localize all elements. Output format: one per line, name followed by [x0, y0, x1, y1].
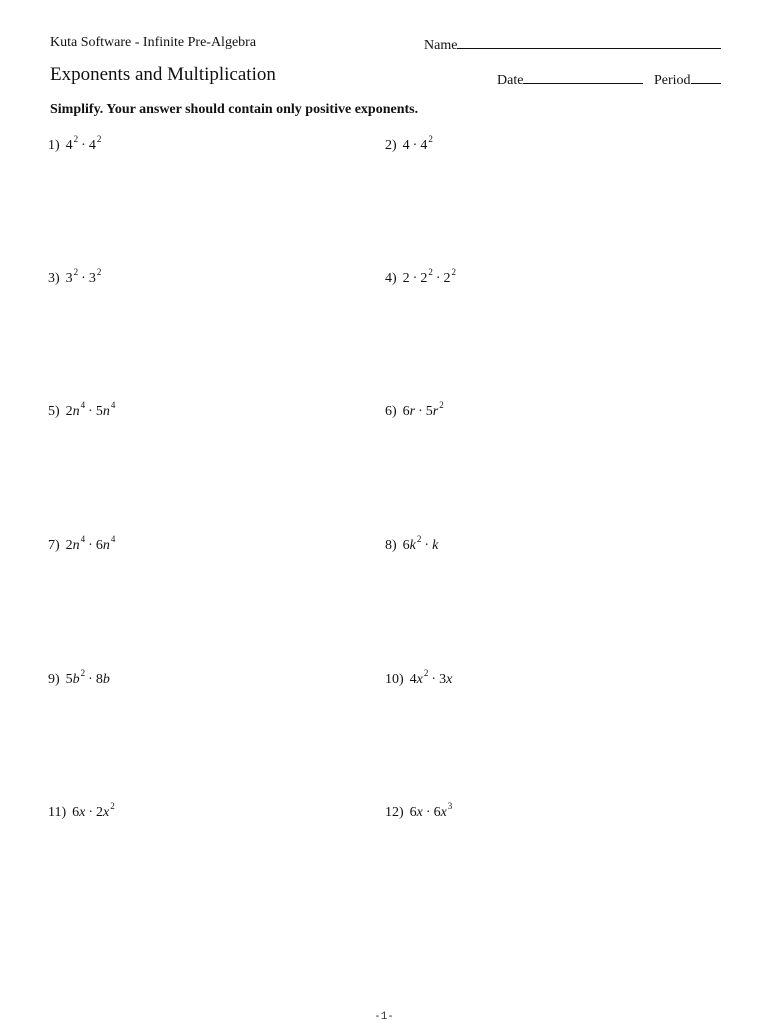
exponent: 4	[110, 400, 116, 410]
worksheet-title: Exponents and Multiplication	[50, 64, 276, 85]
variable: n	[72, 538, 80, 553]
exponent: 2	[96, 134, 102, 144]
variable: b	[102, 672, 110, 687]
problem-10	[385, 668, 453, 688]
coefficient: 2	[402, 271, 410, 286]
problem-1	[48, 134, 102, 154]
problem-expression	[409, 801, 453, 820]
exponent: 2	[73, 267, 79, 277]
coefficient: 5	[95, 404, 103, 419]
coefficient: 4	[402, 138, 410, 153]
coefficient: 6	[95, 538, 103, 553]
software-title: Kuta Software - Infinite Pre-Algebra	[50, 35, 257, 50]
name-blank-line[interactable]	[457, 35, 721, 49]
exponent: 2	[439, 400, 444, 410]
multiply-dot: ·	[412, 138, 418, 153]
date-blank-line[interactable]	[523, 70, 643, 84]
coefficient: 4	[88, 138, 96, 153]
exponent: 2	[96, 267, 102, 277]
problem-3	[48, 267, 102, 287]
coefficient: 6	[409, 805, 417, 820]
problem-5	[48, 400, 116, 420]
problem-number: 1)	[48, 138, 60, 153]
coefficient: 2	[65, 538, 73, 553]
variable: x	[103, 805, 110, 820]
multiply-dot: ·	[435, 271, 441, 286]
exponent: 4	[80, 400, 86, 410]
variable: n	[102, 538, 110, 553]
coefficient: 6	[72, 805, 80, 820]
exponent: 4	[110, 534, 116, 544]
coefficient: 5	[425, 404, 433, 419]
exponent: 2	[80, 668, 86, 678]
multiply-dot: ·	[88, 404, 93, 419]
problem-expression	[402, 134, 433, 153]
variable: r	[432, 404, 439, 419]
problem-number: 10)	[385, 672, 404, 687]
problem-expression	[65, 668, 110, 687]
exponent: 3	[447, 801, 453, 811]
multiply-dot: ·	[88, 805, 94, 820]
name-label: Name	[424, 38, 458, 53]
variable: x	[416, 672, 423, 687]
multiply-dot: ·	[424, 538, 430, 553]
coefficient: 3	[65, 271, 73, 286]
date-field[interactable]	[497, 70, 643, 89]
problem-expression	[402, 267, 457, 286]
variable: k	[432, 538, 439, 553]
variable: n	[102, 404, 110, 419]
problem-number: 7)	[48, 538, 60, 553]
problem-number: 4)	[385, 271, 397, 286]
coefficient: 2	[420, 271, 428, 286]
problem-expression	[65, 134, 102, 153]
problem-number: 2)	[385, 138, 397, 153]
exponent: 2	[428, 134, 433, 144]
multiply-dot: ·	[418, 404, 423, 419]
exponent: 2	[423, 668, 429, 678]
problem-7	[48, 534, 116, 554]
variable: r	[409, 404, 416, 419]
variable: n	[72, 404, 80, 419]
multiply-dot: ·	[81, 138, 86, 153]
problem-4	[385, 267, 457, 287]
problem-12	[385, 801, 453, 821]
problem-6	[385, 400, 444, 420]
problem-expression	[72, 801, 115, 820]
problem-expression	[65, 267, 102, 286]
problem-number: 5)	[48, 404, 60, 419]
problem-number: 12)	[385, 805, 404, 820]
variable: k	[409, 538, 416, 553]
problem-expression	[402, 400, 444, 419]
coefficient: 4	[409, 672, 417, 687]
problem-number: 6)	[385, 404, 397, 419]
problem-expression	[65, 534, 116, 553]
coefficient: 6	[433, 805, 441, 820]
problem-expression	[409, 668, 453, 687]
exponent: 4	[80, 534, 86, 544]
multiply-dot: ·	[88, 538, 93, 553]
problem-number: 9)	[48, 672, 60, 687]
problem-8	[385, 534, 439, 554]
period-field[interactable]	[654, 70, 721, 89]
problem-expression	[65, 400, 116, 419]
coefficient: 4	[65, 138, 73, 153]
variable: x	[446, 672, 453, 687]
instructions: Simplify. Your answer should contain only positive exponents.	[50, 102, 419, 117]
exponent: 2	[416, 534, 422, 544]
problem-9	[48, 668, 110, 688]
variable: x	[79, 805, 86, 820]
exponent: 2	[451, 267, 457, 277]
coefficient: 2	[443, 271, 451, 286]
problem-number: 3)	[48, 271, 60, 286]
coefficient: 6	[402, 538, 410, 553]
coefficient: 2	[65, 404, 73, 419]
multiply-dot: ·	[412, 271, 418, 286]
problem-number: 8)	[385, 538, 397, 553]
coefficient: 8	[95, 672, 103, 687]
exponent: 2	[73, 134, 79, 144]
variable: x	[416, 805, 423, 820]
coefficient: 3	[88, 271, 96, 286]
problem-2	[385, 134, 433, 154]
problem-expression	[402, 534, 439, 553]
variable: b	[72, 672, 80, 687]
coefficient: 4	[420, 138, 428, 153]
multiply-dot: ·	[425, 805, 431, 820]
page-number: -1-	[374, 1011, 394, 1023]
period-label: Period	[654, 73, 691, 88]
date-label: Date	[497, 73, 524, 88]
coefficient: 3	[439, 672, 447, 687]
variable: x	[440, 805, 447, 820]
coefficient: 5	[65, 672, 73, 687]
multiply-dot: ·	[81, 271, 86, 286]
multiply-dot: ·	[431, 672, 437, 687]
problem-number: 11)	[48, 805, 67, 820]
coefficient: 2	[96, 805, 104, 820]
period-blank-line[interactable]	[691, 70, 721, 84]
exponent: 2	[110, 801, 115, 811]
exponent: 2	[428, 267, 433, 277]
multiply-dot: ·	[88, 672, 93, 687]
problem-11	[48, 801, 115, 821]
name-field[interactable]	[424, 35, 721, 54]
coefficient: 6	[402, 404, 410, 419]
